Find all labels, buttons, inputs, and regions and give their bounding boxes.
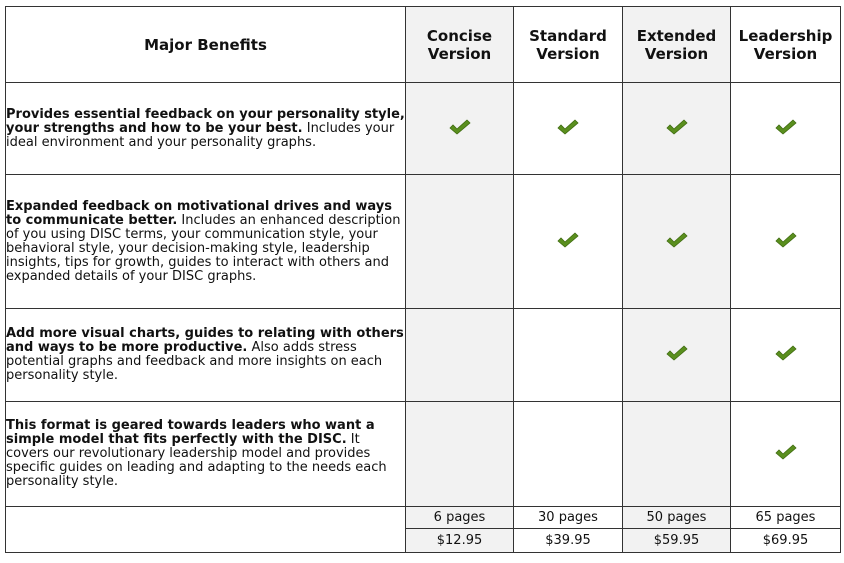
standard-price: $39.95 (514, 529, 623, 553)
concise-price: $12.95 (406, 529, 514, 553)
leadership-cell (731, 175, 841, 309)
standard-cell (514, 175, 623, 309)
extended-price: $59.95 (623, 529, 731, 553)
empty-footer-cell (6, 507, 406, 553)
benefit-description: Expanded feedback on motivational drives and ways to communicate better. Includes an enhanced description of you using DISC terms, your communication style, your behavioral style, your decision-making style, leadership insights, tips for growth, guides to interact with others and expanded details of your DISC graphs. (6, 175, 406, 309)
leadership-cell (731, 309, 841, 402)
concise-cell (406, 83, 514, 175)
header-row (6, 7, 841, 83)
checkmark-icon (775, 345, 797, 361)
concise-cell (406, 309, 514, 402)
checkmark-icon (666, 345, 688, 361)
concise-version-heading: Concise Version (406, 7, 514, 83)
benefit-row (6, 402, 841, 507)
standard-cell (514, 402, 623, 507)
extended-cell (623, 175, 731, 309)
comparison-table-wrapper (5, 6, 841, 553)
benefit-row (6, 175, 841, 309)
concise-cell (406, 175, 514, 309)
concise-cell (406, 402, 514, 507)
checkmark-icon (775, 232, 797, 248)
leadership-cell (731, 83, 841, 175)
checkmark-icon (557, 119, 579, 135)
benefit-description: Add more visual charts, guides to relating with others and ways to be more productive. Also adds stress potential graphs and feedback and more insights on each personality style. (6, 309, 406, 402)
standard-cell (514, 309, 623, 402)
leadership-version-heading: Leadership Version (731, 7, 841, 83)
benefit-description: This format is geared towards leaders who want a simple model that fits perfectly with the DISC. It covers our revolutionary leadership model and provides specific guides on leading and adapting to the needs each personality style. (6, 402, 406, 507)
version-comparison-table (5, 6, 841, 553)
extended-version-heading: Extended Version (623, 7, 731, 83)
checkmark-icon (449, 119, 471, 135)
leadership-cell (731, 402, 841, 507)
extended-cell (623, 309, 731, 402)
standard-version-heading: Standard Version (514, 7, 623, 83)
checkmark-icon (666, 232, 688, 248)
benefit-row (6, 83, 841, 175)
concise-pages: 6 pages (406, 507, 514, 529)
leadership-pages: 65 pages (731, 507, 841, 529)
checkmark-icon (775, 444, 797, 460)
major-benefits-heading: Major Benefits (6, 7, 406, 83)
extended-cell (623, 83, 731, 175)
page-count-row (6, 507, 841, 529)
standard-cell (514, 83, 623, 175)
extended-cell (623, 402, 731, 507)
benefit-description: Provides essential feedback on your personality style, your strengths and how to be your best. Includes your ideal environment and your personality graphs. (6, 83, 406, 175)
benefit-row (6, 309, 841, 402)
checkmark-icon (666, 119, 688, 135)
checkmark-icon (557, 232, 579, 248)
checkmark-icon (775, 119, 797, 135)
standard-pages: 30 pages (514, 507, 623, 529)
extended-pages: 50 pages (623, 507, 731, 529)
leadership-price: $69.95 (731, 529, 841, 553)
